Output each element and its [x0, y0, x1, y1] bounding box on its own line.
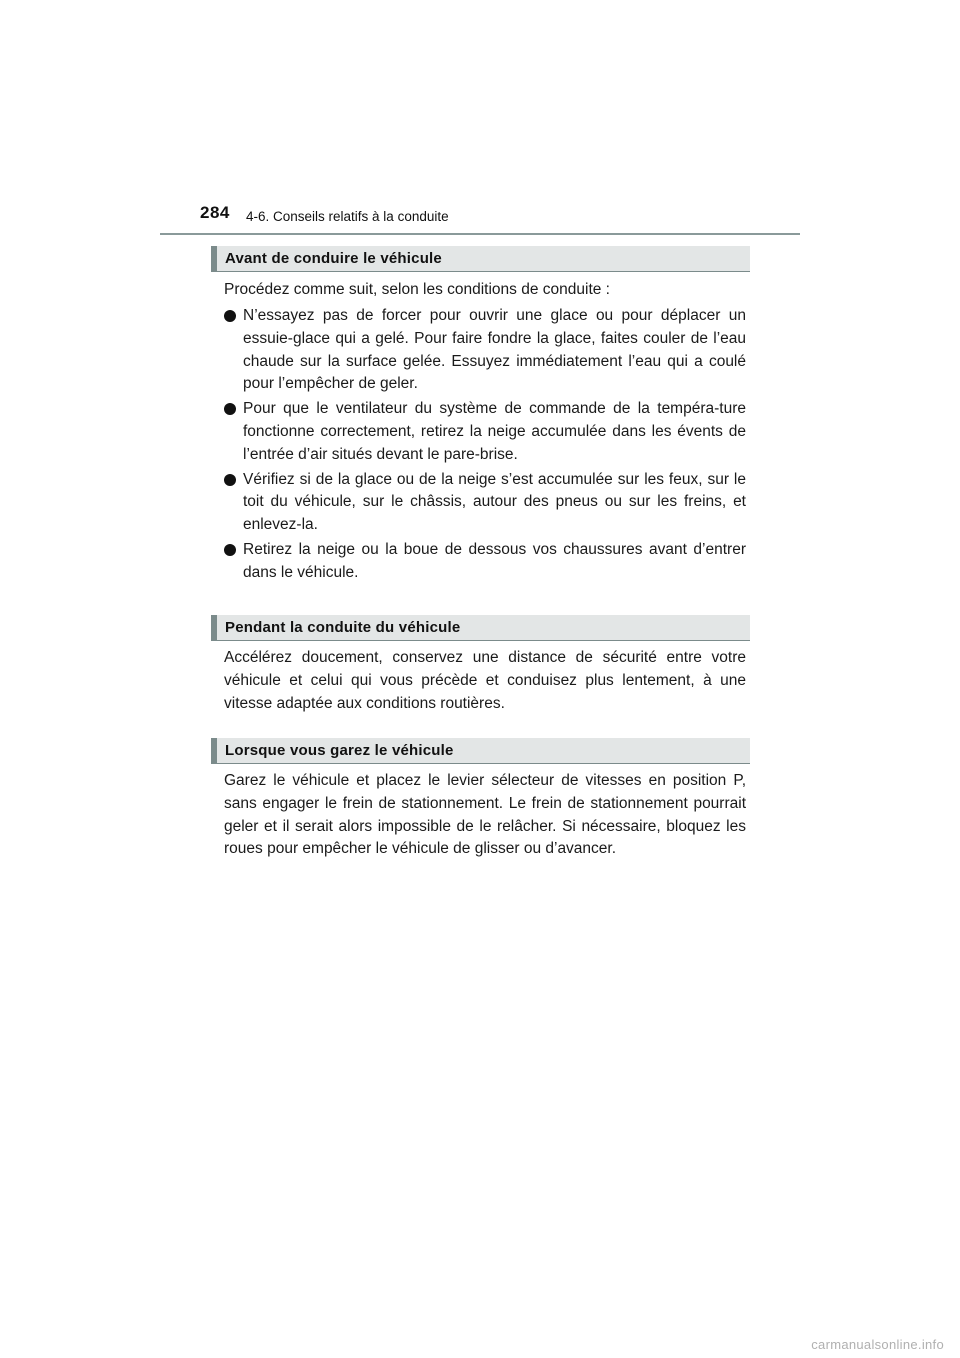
list-item	[224, 398, 746, 466]
bullet-dot-icon	[224, 474, 236, 486]
section-body: Garez le véhicule et placez le levier sélecteur de vitesses en position P, sans engager le frein de stationnement. Le frein de stationnement pourrait geler et il serait alors impossible de le relâcher. Si nécessaire, bloquez les roues pour empêcher le véhicule de glisser ou d’avancer.	[224, 772, 746, 858]
section-body: Accélérez doucement, conservez une distance de sécurité entre votre véhicule et celui qui vous précède et conduisez plus lentement, à une vitesse adaptée aux conditions routières.	[224, 649, 746, 712]
section-heading-text: Lorsque vous garez le véhicule	[225, 742, 454, 759]
list-item-text: Retirez la neige ou la boue de dessous vos chaussures avant d’entrer dans le véhicule.	[243, 540, 746, 581]
page-number: 284	[200, 203, 230, 222]
header-divider	[160, 233, 800, 235]
list-item-text: Vérifiez si de la glace ou de la neige s’est accumulée sur les feux, sur le toit du véhicule, sur le châssis, autour des pneus ou sur les freins, et enlevez-la.	[243, 470, 746, 534]
section-heading-before-driving	[211, 246, 750, 272]
list-item	[224, 469, 746, 537]
bullet-dot-icon	[224, 544, 236, 556]
list-item	[224, 305, 746, 396]
section-heading-while-driving	[211, 615, 750, 641]
section-intro: Procédez comme suit, selon les conditions de conduite :	[224, 281, 610, 298]
watermark: carmanualsonline.info	[811, 1337, 944, 1352]
bullet-dot-icon	[224, 403, 236, 415]
section-heading-text: Avant de conduire le véhicule	[225, 250, 442, 267]
bullet-list	[224, 305, 746, 587]
list-item-text: Pour que le ventilateur du système de commande de la tempéra-ture fonctionne correctement, retirez la neige accumulée dans les évents de l’entrée d’air situés devant le pare-brise.	[243, 400, 746, 463]
list-item-text: N’essayez pas de forcer pour ouvrir une glace ou pour déplacer un essuie-glace qui a gelé. Pour faire fondre la glace, faites couler de l’eau chaude sur la surface gelée. Essuyez immédiatement l’eau qui a coulé pour l’empêcher de geler.	[243, 307, 746, 393]
list-item	[224, 539, 746, 585]
page-header	[0, 0, 960, 240]
section-heading-text: Pendant la conduite du véhicule	[225, 619, 461, 636]
section-heading-parking	[211, 738, 750, 764]
bullet-dot-icon	[224, 310, 236, 322]
chapter-title: 4-6. Conseils relatifs à la conduite	[246, 209, 449, 224]
